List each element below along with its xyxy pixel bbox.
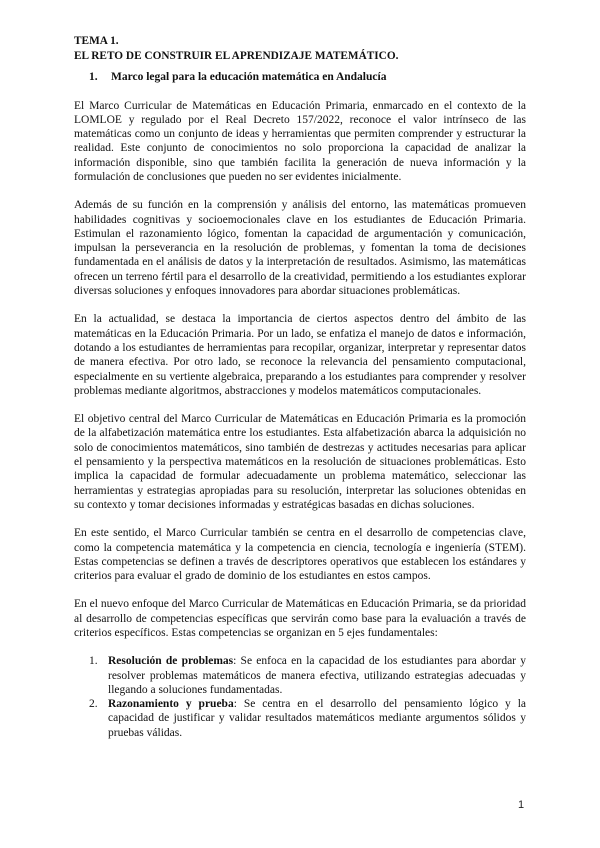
paragraph: En este sentido, el Marco Curricular también se centra en el desarrollo de competencias clave, como la competencia matemática y la competencia en ciencia, tecnología e ingeniería (STEM). Estas competencias se definen a través de descriptores operativos que establecen los estándares y criterios para evaluar el grado de dominio de los estudiantes en estos campos. — [74, 527, 526, 583]
page-number: 1 — [518, 799, 525, 811]
list-item — [89, 654, 526, 697]
axis-description: : Se enfoca en la capacidad de los estudiantes para abordar y resolver problemas matemáticos de manera efectiva, utilizando estrategias adecuadas y llegando a soluciones fundamentadas. — [108, 655, 526, 696]
section-number: 1. — [89, 71, 98, 83]
paragraph: En el nuevo enfoque del Marco Curricular de Matemáticas en Educación Primaria, se da prioridad al desarrollo de competencias específicas que servirán como base para la evaluación a través de criterios específicos. Estas competencias se organizan en 5 ejes fundamentales: — [74, 598, 526, 639]
paragraph: En la actualidad, se destaca la importancia de ciertos aspectos dentro del ámbito de las matemáticas en la Educación Primaria. Por un lado, se enfatiza el manejo de datos e información, dotando a los estudiantes de herramientas para recopilar, organizar, interpretar y representar datos de manera efectiva. Por otro lado, se reconoce la relevancia del pensamiento computacional, especialmente en su vertiente algebraica, preparando a los estudiantes para comprender y resolver problemas mediante algoritmos, abstracciones y modelos matemáticos computacionales. — [74, 313, 526, 397]
competency-axes-list — [74, 654, 526, 740]
topic-label: TEMA 1. — [74, 35, 119, 47]
axis-description: : Se centra en el desarrollo del pensamiento lógico y la capacidad de justificar y validar resultados matemáticos mediante argumentos sólidos y pruebas válidas. — [108, 698, 527, 739]
topic-title: EL RETO DE CONSTRUIR EL APRENDIZAJE MATEMÁTICO. — [74, 49, 399, 62]
list-marker: 1. — [89, 655, 98, 668]
axis-term: Razonamiento y prueba — [108, 698, 234, 711]
page-content — [74, 34, 526, 740]
section-title: Marco legal para la educación matemática en Andalucía — [111, 71, 387, 83]
paragraph: El Marco Curricular de Matemáticas en Educación Primaria, enmarcado en el contexto de la LOMLOE y regulado por el Real Decreto 157/2022, reconoce el valor intrínseco de las matemáticas como un conjunto de ideas y herramientas que permiten comprender y estructurar la realidad. Este conjunto de conocimientos no solo proporciona la capacidad de analizar la información disponible, sino que también facilita la generación de nueva información y la formulación de conclusiones que pueden no ser evidentes inicialmente. — [74, 99, 526, 183]
paragraph: Además de su función en la comprensión y análisis del entorno, las matemáticas promueven habilidades cognitivas y socioemocionales clave en los estudiantes de Educación Primaria. Estimulan el razonamiento lógico, fomentan la capacidad de argumentación y comunicación, impulsan la perseverancia en la resolución de problemas, y fomentan la toma de decisiones fundamentada en el análisis de datos y la interpretación de resultados. Asimismo, las matemáticas ofrecen un terreno fértil para el desarrollo de la creatividad, permitiendo a los estudiantes explorar diversas soluciones y enfoques innovadores para abordar situaciones problemáticas. — [74, 199, 526, 298]
paragraph: El objetivo central del Marco Curricular de Matemáticas en Educación Primaria es la promoción de la alfabetización matemática entre los estudiantes. Esta alfabetización abarca la adquisición no solo de conocimientos matemáticos, sino también de destrezas y actitudes necesarias para aplicar el pensamiento y la perspectiva matemáticos en la resolución de situaciones problemáticas. Esto implica la capacidad de formular adecuadamente un problema matemático, seleccionar las herramientas y estrategias apropiadas para su resolución, interpretar las soluciones obtenidas en su contexto y tomar decisiones informadas y estratégicas basadas en dichas soluciones. — [74, 413, 526, 511]
list-marker: 2. — [89, 698, 98, 711]
section-heading — [89, 70, 526, 85]
axis-term: Resolución de problemas — [108, 655, 234, 668]
list-item — [89, 697, 527, 740]
